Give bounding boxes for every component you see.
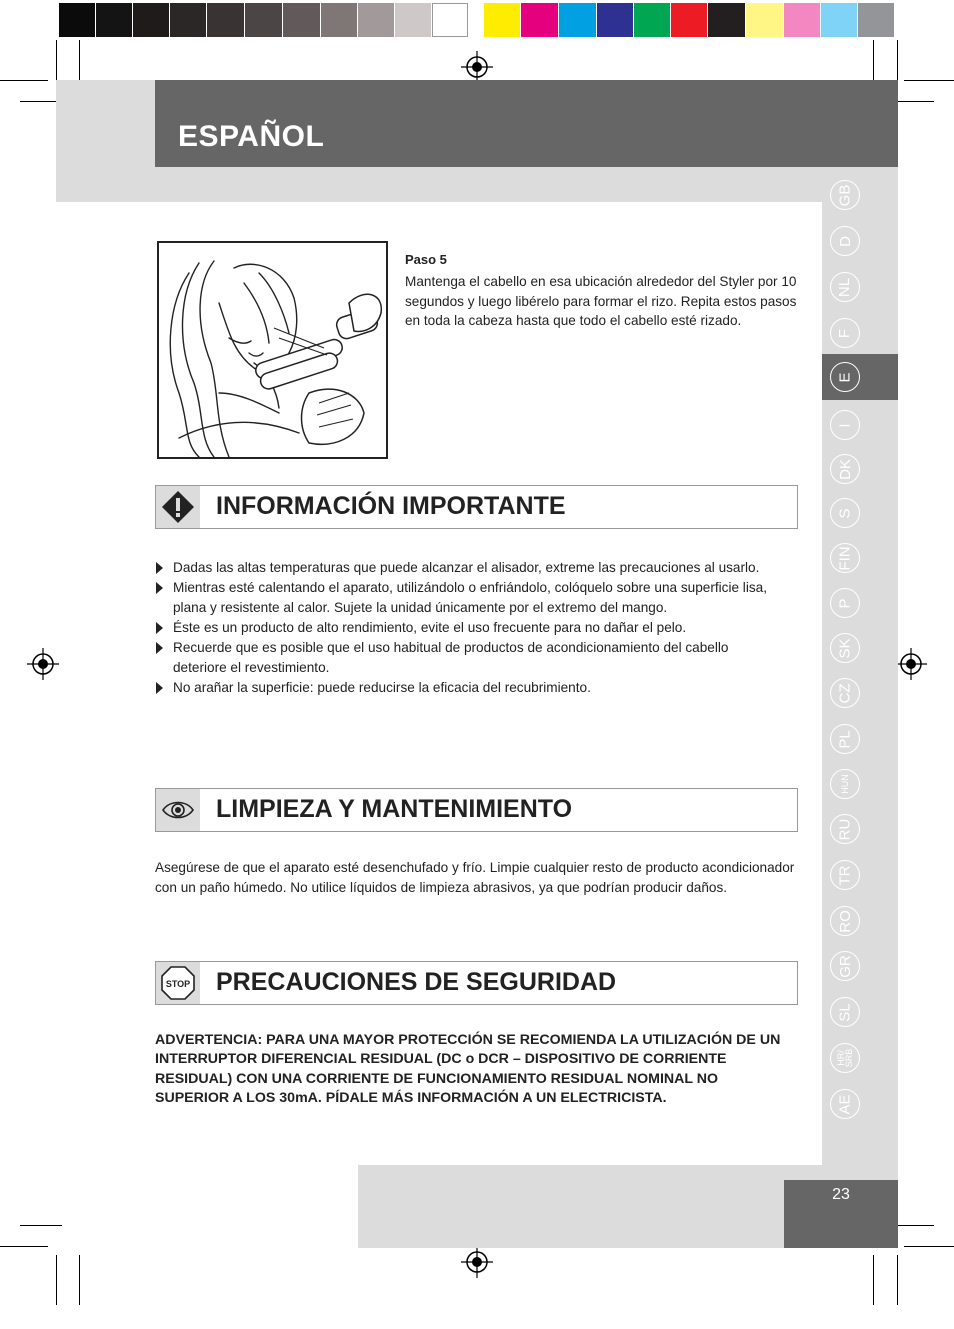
language-tab-tr[interactable]: TR xyxy=(830,860,860,890)
list-item: Mientras esté calentando el aparato, utilizándolo o enfriándolo, colóquelo sobre una superficie lisa, plana y resistente al calor. Sujete la unidad únicamente por el extremo del mango. xyxy=(155,578,785,618)
language-tab-sl[interactable]: SL xyxy=(830,997,860,1027)
registration-mark-icon xyxy=(461,1246,493,1278)
color-swatch xyxy=(133,3,169,37)
color-swatch xyxy=(858,3,894,37)
color-swatch xyxy=(395,3,431,37)
language-tab-d[interactable]: D xyxy=(830,226,860,256)
cleaning-text: Asegúrese de que el aparato esté desenchufado y frío. Limpie cualquier resto de producto acondicionador con un paño húmedo. No utilice líquidos de limpieza abrasivos, ya que podrían producir daños. xyxy=(155,860,795,895)
color-swatch xyxy=(484,3,520,37)
language-tab-sk[interactable]: SK xyxy=(830,633,860,663)
list-item: Éste es un producto de alto rendimiento, evite el uso frecuente para no dañar el pelo. xyxy=(155,618,785,638)
section-header-cleaning xyxy=(155,788,798,832)
important-info-list xyxy=(155,558,785,698)
color-swatch xyxy=(170,3,206,37)
language-tab-hr-srb[interactable]: HR/ SRB xyxy=(830,1043,860,1073)
color-swatch xyxy=(746,3,783,37)
warning-exclamation-icon xyxy=(156,486,200,528)
woman-curling-hair-icon xyxy=(159,243,386,457)
language-tab-ae[interactable]: AE xyxy=(830,1089,860,1119)
color-swatch xyxy=(432,3,468,37)
language-tab-gb[interactable]: GB xyxy=(830,180,860,210)
color-swatch xyxy=(321,3,357,37)
section-header-important xyxy=(155,485,798,529)
list-item: Dadas las altas temperaturas que puede alcanzar el alisador, extreme las precauciones al usarlo. xyxy=(155,558,785,578)
language-tab-nl[interactable]: NL xyxy=(830,272,860,302)
page-title: ESPAÑOL xyxy=(178,120,325,153)
language-tab-e[interactable]: E xyxy=(830,362,860,392)
color-swatch xyxy=(358,3,394,37)
color-swatch xyxy=(597,3,633,37)
section-header-safety xyxy=(155,961,798,1005)
language-tab-dk[interactable]: DK xyxy=(830,454,860,484)
language-tab-hun[interactable]: HUN xyxy=(830,769,860,799)
safety-warning-text: ADVERTENCIA: PARA UNA MAYOR PROTECCIÓN SE RECOMIENDA LA UTILIZACIÓN DE UN INTERRUPTOR DIFERENCIAL RESIDUAL (DC o DCR – DISPOSITIVO DE CORRIENTE RESIDUAL) CON UNA CORRIENTE DE FUNCIONAMIENTO RESIDUAL NOMINAL NO SUPERIOR A LOS 30mA. PÍDALE MÁS INFORMACIÓN A UN ELECTRICISTA. xyxy=(155,1032,781,1107)
registration-mark-icon xyxy=(895,648,927,680)
color-swatch xyxy=(96,3,132,37)
list-item: No arañar la superficie: puede reducirse la eficacia del recubrimiento. xyxy=(155,678,785,698)
language-tab-ro[interactable]: RO xyxy=(830,906,860,936)
color-swatch xyxy=(708,3,745,37)
color-swatch xyxy=(283,3,320,37)
eye-icon xyxy=(156,789,200,831)
svg-text:STOP: STOP xyxy=(165,979,191,989)
language-tab-gr[interactable]: GR xyxy=(830,951,860,981)
stop-sign-icon xyxy=(156,962,200,1004)
language-tab-s[interactable]: S xyxy=(830,498,860,528)
step-description: Mantenga el cabello en esa ubicación alrededor del Styler por 10 segundos y luego libérelo para formar el rizo. Repita estos pasos en toda la cabeza hasta que todo el cabello esté rizado. xyxy=(405,274,797,329)
language-tab-i[interactable]: I xyxy=(830,410,860,440)
color-swatch xyxy=(671,3,707,37)
registration-mark-icon xyxy=(461,51,493,83)
color-swatch xyxy=(207,3,244,37)
section-title-important: INFORMACIÓN IMPORTANTE xyxy=(216,492,566,520)
color-swatch xyxy=(634,3,670,37)
list-item: Recuerde que es posible que el uso habitual de productos de acondicionamiento del cabello deteriore el revestimiento. xyxy=(155,638,785,678)
color-swatch xyxy=(59,3,95,37)
section-title-safety: PRECAUCIONES DE SEGURIDAD xyxy=(216,968,617,996)
section-title-cleaning: LIMPIEZA Y MANTENIMIENTO xyxy=(216,795,573,823)
color-swatch xyxy=(559,3,596,37)
registration-mark-icon xyxy=(27,648,59,680)
language-tab-ru[interactable]: RU xyxy=(830,814,860,844)
color-swatch xyxy=(821,3,857,37)
color-swatch xyxy=(521,3,558,37)
language-tab-pl[interactable]: PL xyxy=(830,724,860,754)
language-tab-p[interactable]: P xyxy=(830,588,860,618)
page-number: 23 xyxy=(832,1186,850,1203)
language-tab-cz[interactable]: CZ xyxy=(830,678,860,708)
color-swatch xyxy=(784,3,820,37)
language-tab-fin[interactable]: FIN xyxy=(830,543,860,573)
color-swatch xyxy=(245,3,282,37)
language-tab-f[interactable]: F xyxy=(830,318,860,348)
curling-illustration xyxy=(157,241,388,459)
step-title: Paso 5 xyxy=(405,252,447,267)
